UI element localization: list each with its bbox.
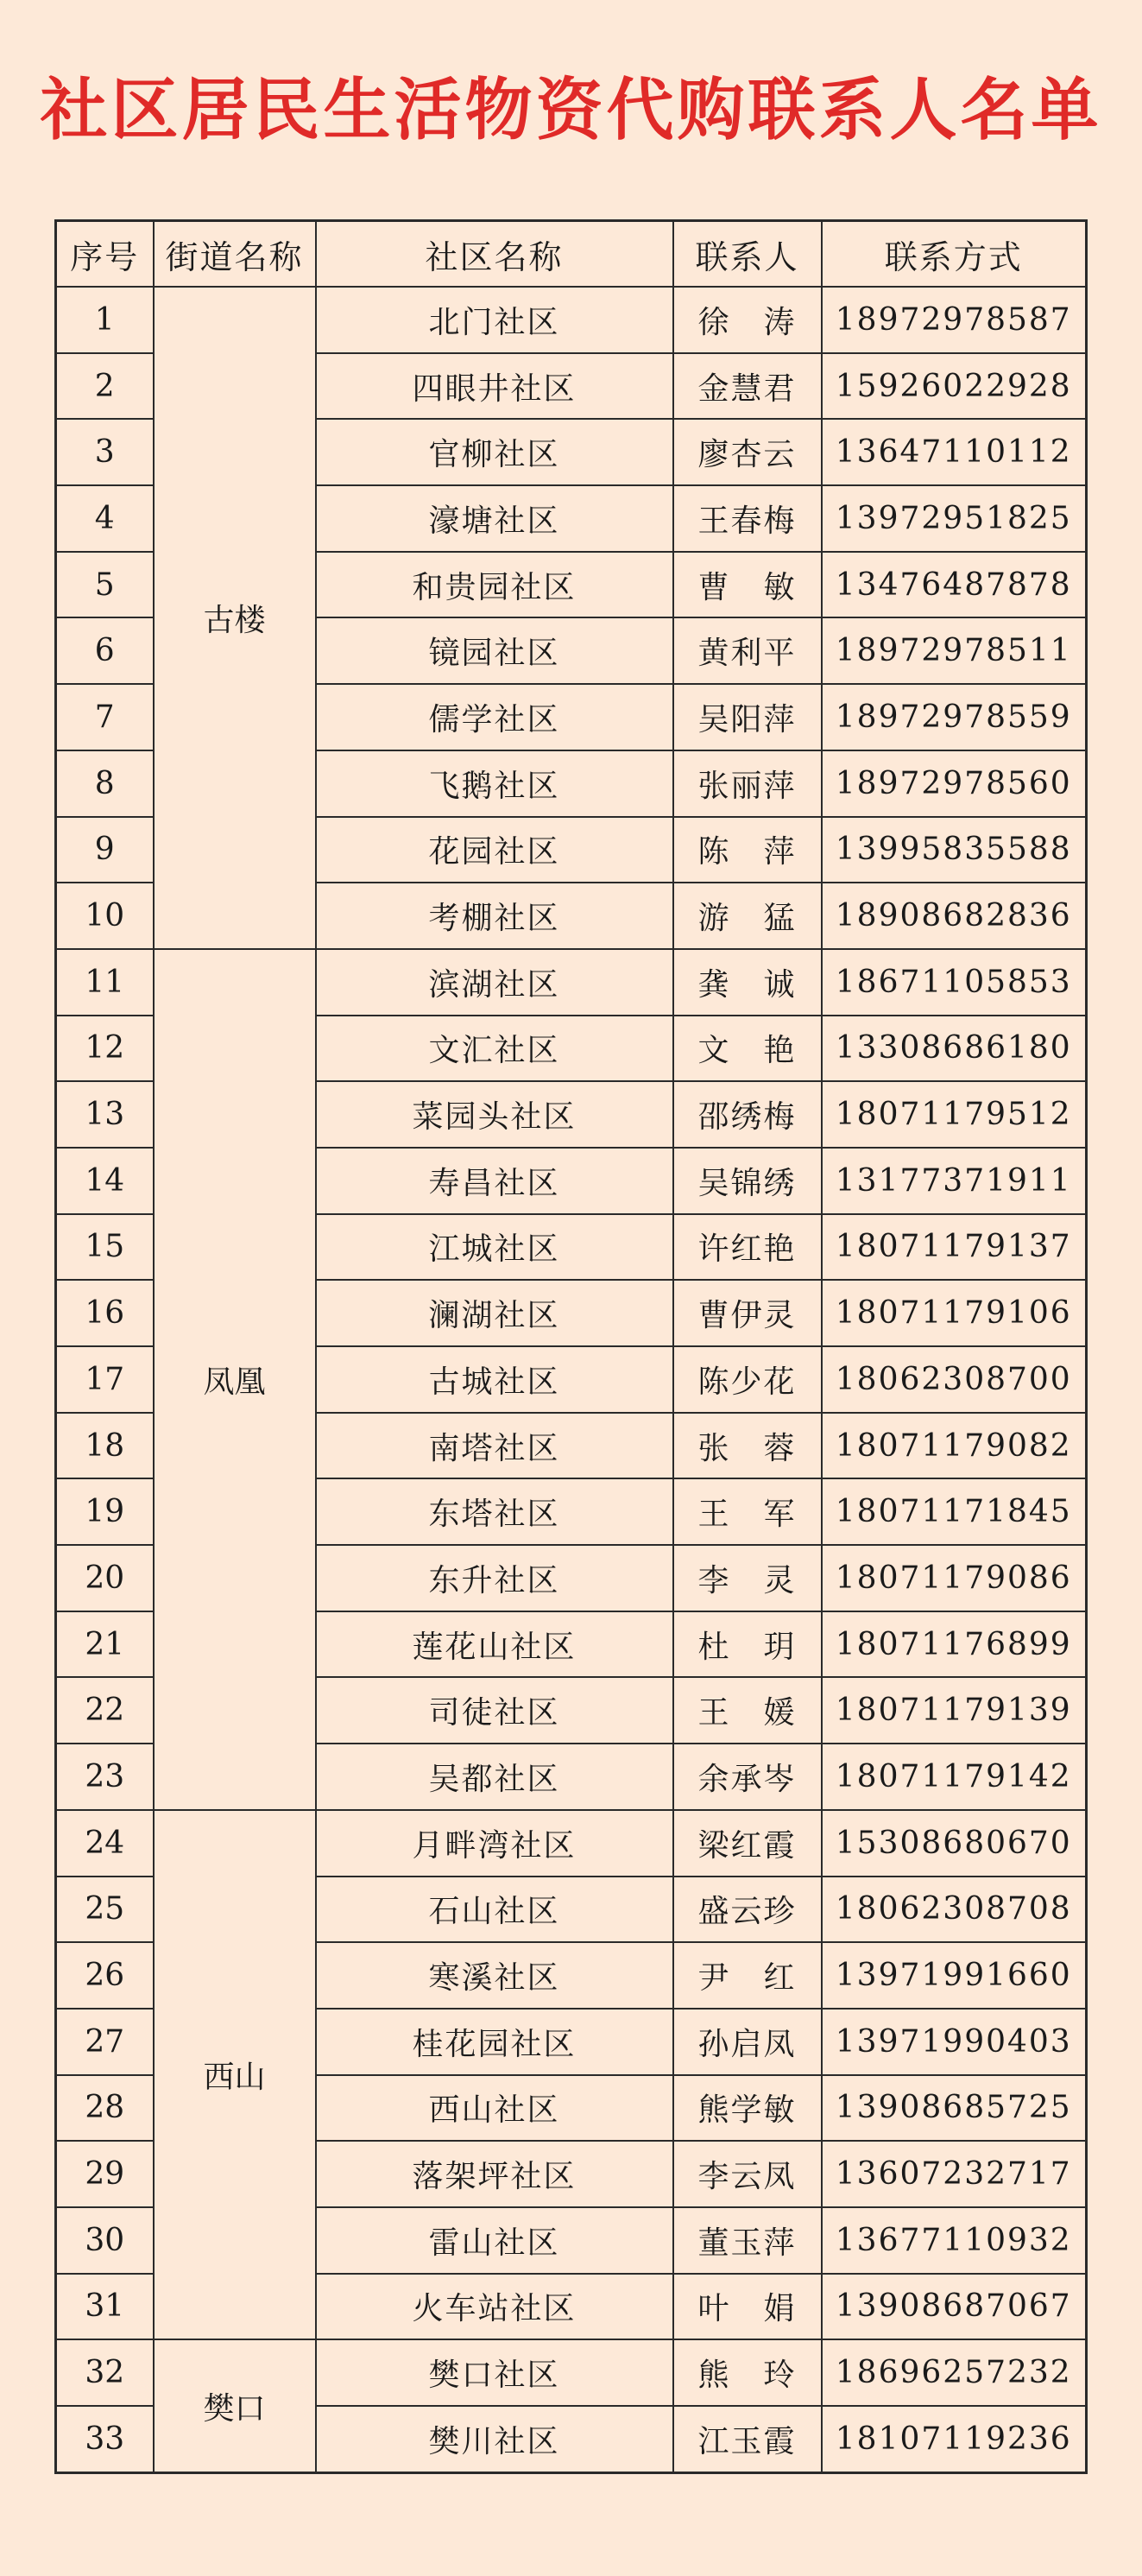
row-seq: 14: [56, 1148, 154, 1214]
row-seq: 18: [56, 1413, 154, 1479]
phone-number-cell: 15926022928: [822, 353, 1087, 420]
contact-person-cell: 曹 敏: [673, 552, 822, 618]
row-seq: 1: [56, 287, 154, 353]
contact-person-cell: 张丽萍: [673, 750, 822, 817]
community-name-cell: 火车站社区: [316, 2274, 673, 2340]
phone-number-cell: 18071176899: [822, 1611, 1087, 1678]
community-name-cell: 樊川社区: [316, 2406, 673, 2472]
community-name-cell: 北门社区: [316, 287, 673, 353]
phone-number-cell: 18071179086: [822, 1545, 1087, 1611]
community-name-cell: 江城社区: [316, 1214, 673, 1281]
contact-person-cell: 李 灵: [673, 1545, 822, 1611]
contact-person-cell: 王 媛: [673, 1677, 822, 1744]
community-name-cell: 莲花山社区: [316, 1611, 673, 1678]
contact-person-cell: 叶 娟: [673, 2274, 822, 2340]
phone-number-cell: 13177371911: [822, 1148, 1087, 1214]
header-community: 社区名称: [316, 221, 673, 288]
phone-number-cell: 18696257232: [822, 2339, 1087, 2406]
contact-person-cell: 邵绣梅: [673, 1081, 822, 1148]
community-name-cell: 古城社区: [316, 1346, 673, 1413]
phone-number-cell: 18972978587: [822, 287, 1087, 353]
community-name-cell: 雷山社区: [316, 2207, 673, 2274]
contact-person-cell: 王春梅: [673, 485, 822, 552]
row-seq: 17: [56, 1346, 154, 1413]
contact-person-cell: 黄利平: [673, 617, 822, 684]
row-seq: 3: [56, 419, 154, 485]
street-name-cell: 古楼: [154, 287, 316, 949]
phone-number-cell: 18071179106: [822, 1280, 1087, 1346]
phone-number-cell: 18071179139: [822, 1677, 1087, 1744]
table-row: [56, 949, 1087, 1016]
contact-person-cell: 文 艳: [673, 1016, 822, 1082]
contact-person-cell: 游 猛: [673, 883, 822, 949]
community-name-cell: 东塔社区: [316, 1478, 673, 1545]
contact-person-cell: 余承岑: [673, 1744, 822, 1810]
community-name-cell: 四眼井社区: [316, 353, 673, 420]
row-seq: 33: [56, 2406, 154, 2472]
row-seq: 29: [56, 2141, 154, 2207]
community-name-cell: 镜园社区: [316, 617, 673, 684]
row-seq: 21: [56, 1611, 154, 1678]
community-name-cell: 月畔湾社区: [316, 1810, 673, 1877]
community-name-cell: 寿昌社区: [316, 1148, 673, 1214]
community-name-cell: 和贵园社区: [316, 552, 673, 618]
row-seq: 20: [56, 1545, 154, 1611]
community-name-cell: 吴都社区: [316, 1744, 673, 1810]
contact-person-cell: 董玉萍: [673, 2207, 822, 2274]
contact-person-cell: 张 蓉: [673, 1413, 822, 1479]
row-seq: 11: [56, 949, 154, 1016]
contact-table: [54, 219, 1088, 2474]
contact-person-cell: 梁红霞: [673, 1810, 822, 1877]
contact-person-cell: 熊 玲: [673, 2339, 822, 2406]
phone-number-cell: 13476487878: [822, 552, 1087, 618]
community-name-cell: 石山社区: [316, 1877, 673, 1943]
row-seq: 25: [56, 1877, 154, 1943]
table-row: [56, 287, 1087, 353]
contact-person-cell: 陈少花: [673, 1346, 822, 1413]
phone-number-cell: 18972978559: [822, 684, 1087, 750]
community-name-cell: 澜湖社区: [316, 1280, 673, 1346]
header-seq: 序号: [56, 221, 154, 288]
community-name-cell: 考棚社区: [316, 883, 673, 949]
row-seq: 5: [56, 552, 154, 618]
row-seq: 22: [56, 1677, 154, 1744]
contact-person-cell: 江玉霞: [673, 2406, 822, 2472]
row-seq: 28: [56, 2075, 154, 2142]
row-seq: 32: [56, 2339, 154, 2406]
phone-number-cell: 18972978560: [822, 750, 1087, 817]
row-seq: 6: [56, 617, 154, 684]
header-contact: 联系人: [673, 221, 822, 288]
phone-number-cell: 13908685725: [822, 2075, 1087, 2142]
phone-number-cell: 13971990403: [822, 2009, 1087, 2075]
phone-number-cell: 15308680670: [822, 1810, 1087, 1877]
phone-number-cell: 18071179137: [822, 1214, 1087, 1281]
phone-number-cell: 13607232717: [822, 2141, 1087, 2207]
phone-number-cell: 18972978511: [822, 617, 1087, 684]
community-name-cell: 南塔社区: [316, 1413, 673, 1479]
phone-number-cell: 13908687067: [822, 2274, 1087, 2340]
contact-person-cell: 盛云珍: [673, 1877, 822, 1943]
row-seq: 12: [56, 1016, 154, 1082]
page-title: 社区居民生活物资代购联系人名单: [40, 72, 1102, 149]
community-name-cell: 寒溪社区: [316, 1942, 673, 2009]
street-name-cell: 西山: [154, 1810, 316, 2340]
phone-number-cell: 18062308700: [822, 1346, 1087, 1413]
row-seq: 9: [56, 817, 154, 883]
street-name-cell: 樊口: [154, 2339, 316, 2472]
phone-number-cell: 18071179512: [822, 1081, 1087, 1148]
table-row: [56, 2339, 1087, 2406]
community-name-cell: 东升社区: [316, 1545, 673, 1611]
community-name-cell: 桂花园社区: [316, 2009, 673, 2075]
row-seq: 13: [56, 1081, 154, 1148]
row-seq: 10: [56, 883, 154, 949]
community-name-cell: 文汇社区: [316, 1016, 673, 1082]
row-seq: 8: [56, 750, 154, 817]
header-street: 街道名称: [154, 221, 316, 288]
contact-person-cell: 李云凤: [673, 2141, 822, 2207]
table-row: [56, 1810, 1087, 1877]
contact-person-cell: 吴阳萍: [673, 684, 822, 750]
community-name-cell: 濠塘社区: [316, 485, 673, 552]
community-name-cell: 滨湖社区: [316, 949, 673, 1016]
row-seq: 30: [56, 2207, 154, 2274]
phone-number-cell: 18107119236: [822, 2406, 1087, 2472]
phone-number-cell: 13971991660: [822, 1942, 1087, 2009]
row-seq: 24: [56, 1810, 154, 1877]
row-seq: 7: [56, 684, 154, 750]
community-name-cell: 西山社区: [316, 2075, 673, 2142]
contact-person-cell: 廖杏云: [673, 419, 822, 485]
row-seq: 15: [56, 1214, 154, 1281]
phone-number-cell: 13308686180: [822, 1016, 1087, 1082]
community-name-cell: 飞鹅社区: [316, 750, 673, 817]
phone-number-cell: 13995835588: [822, 817, 1087, 883]
phone-number-cell: 13647110112: [822, 419, 1087, 485]
table-body: [56, 287, 1087, 2472]
street-name-cell: 凤凰: [154, 949, 316, 1810]
row-seq: 31: [56, 2274, 154, 2340]
community-name-cell: 官柳社区: [316, 419, 673, 485]
header-phone: 联系方式: [822, 221, 1087, 288]
community-name-cell: 菜园头社区: [316, 1081, 673, 1148]
row-seq: 26: [56, 1942, 154, 2009]
contact-person-cell: 徐 涛: [673, 287, 822, 353]
phone-number-cell: 13972951825: [822, 485, 1087, 552]
contact-person-cell: 尹 红: [673, 1942, 822, 2009]
community-name-cell: 樊口社区: [316, 2339, 673, 2406]
phone-number-cell: 18071179142: [822, 1744, 1087, 1810]
contact-person-cell: 许红艳: [673, 1214, 822, 1281]
contact-person-cell: 龚 诚: [673, 949, 822, 1016]
row-seq: 4: [56, 485, 154, 552]
community-name-cell: 司徒社区: [316, 1677, 673, 1744]
header-row: [56, 221, 1087, 288]
row-seq: 23: [56, 1744, 154, 1810]
row-seq: 19: [56, 1478, 154, 1545]
contact-person-cell: 孙启凤: [673, 2009, 822, 2075]
community-name-cell: 花园社区: [316, 817, 673, 883]
phone-number-cell: 18071179082: [822, 1413, 1087, 1479]
phone-number-cell: 18071171845: [822, 1478, 1087, 1545]
contact-person-cell: 杜 玥: [673, 1611, 822, 1678]
community-name-cell: 落架坪社区: [316, 2141, 673, 2207]
contact-person-cell: 王 军: [673, 1478, 822, 1545]
row-seq: 16: [56, 1280, 154, 1346]
row-seq: 27: [56, 2009, 154, 2075]
contact-person-cell: 吴锦绣: [673, 1148, 822, 1214]
contact-person-cell: 熊学敏: [673, 2075, 822, 2142]
phone-number-cell: 13677110932: [822, 2207, 1087, 2274]
phone-number-cell: 18062308708: [822, 1877, 1087, 1943]
row-seq: 2: [56, 353, 154, 420]
phone-number-cell: 18908682836: [822, 883, 1087, 949]
phone-number-cell: 18671105853: [822, 949, 1087, 1016]
community-name-cell: 儒学社区: [316, 684, 673, 750]
contact-person-cell: 陈 萍: [673, 817, 822, 883]
contact-person-cell: 金慧君: [673, 353, 822, 420]
contact-person-cell: 曹伊灵: [673, 1280, 822, 1346]
